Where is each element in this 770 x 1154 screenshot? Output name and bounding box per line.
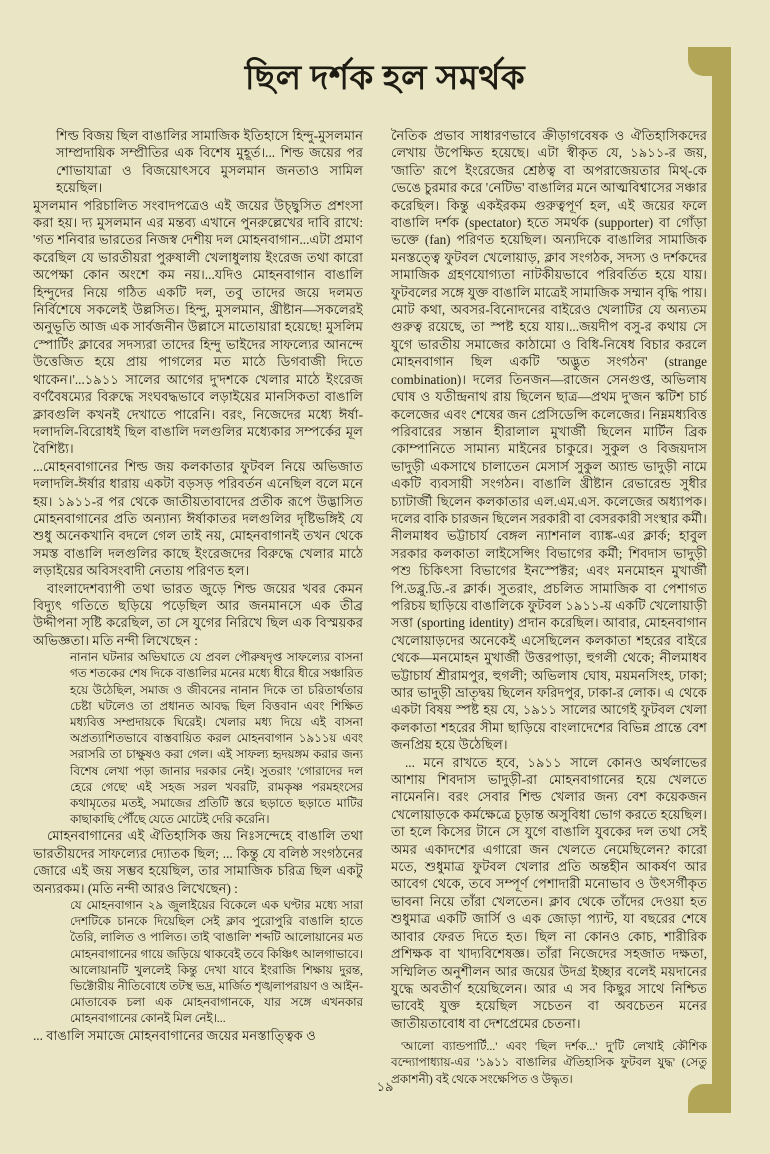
paragraph: মোহনবাগানের এই ঐতিহাসিক জয় নিঃসন্দেহে বাঙালি তথা ভারতীয়দের সাফল্যের দ্যোতক ছিল; ... কিন্তু যে বলিষ্ঠ সংগঠনের জোরে এই জয় সম্ভব হয়েছিল, তার সামাজিক চরিত্র ছিল একটু অন্যরকম। (মতি নন্দী আরও লিখেছেন) : <box>33 828 363 896</box>
paragraph: শিল্ড বিজয় ছিল বাঙালির সামাজিক ইতিহাসে হিন্দু-মুসলমান সাম্প্রদায়িক সম্প্রীতির এক বিশেষ মুহূর্ত।... শিল্ড জয়ের পর শোভাযাত্রা ও বিজয়োৎসবে মুসলমান জনতাও সামিল হয়েছিল। <box>56 128 363 196</box>
paragraph: ... মনে রাখতে হবে, ১৯১১ সালে কোনও অর্থলাভের আশায় শিবদাস ভাদুড়ী-রা মোহনবাগানের হয়ে খেলতে নামেননি। বরং সেবার শিল্ড খেলার জন্য বেশ কয়েকজন খেলোয়াড়কে কর্মক্ষেত্রে চূড়ান্ত অসুবিধা ভোগ করতে হয়েছিল। তা হলে কিসের টানে সে যুগে বাঙালি যুবকের দল তথা সেই অমর একাদশের এগারো জন খেলতে নেমেছিলেন? কারো মতে, শুধুমাত্র ফুটবল খেলার প্রতি অন্তহীন আকর্ষণ আর আবেগ থেকে, তবে সম্পূর্ণ পেশাদারী মনোভাব ও উৎসর্গীকৃত ভাবনা নিয়ে তাঁরা খেলতেন। ক্লাব থেকে তাঁদের দেওয়া হত শুধুমাত্র একটি জার্সি ও এক জোড়া প্যান্ট, যা বছরের শেষে আবার ফেরত দিতে হত। ছিল না কোনও কোচ, শারীরিক প্রশিক্ষক বা খাদ্যবিশেষজ্ঞ। তাঁরা নিজেদের সহজাত দক্ষতা, সম্মিলিত অনুশীলন আর জয়ের উদগ্র ইচ্ছার বলেই ময়দানের যুদ্ধে অবতীর্ণ হয়েছিলেন। আর এ সব কিছুর সাথে নিশ্চিত ভাবেই যুক্ত হয়েছিল সচেতন বা অবচেতন মনের জাতীয়তাবোধ বা দেশপ্রেমের চেতনা। <box>391 754 707 1031</box>
article-title: ছিল দর্শক হল সমর্থক <box>244 60 526 97</box>
paragraph: ... বাঙালি সমাজে মোহনবাগানের জয়ের মনস্তাত্ত্বিক ও <box>33 1027 316 1043</box>
paragraph: নৈতিক প্রভাব সাধারণভাবে ক্রীড়াগবেষক ও ঐতিহাসিকদের লেখায় উপেক্ষিত হয়েছে। এটা স্বীকৃত যে, ১৯১১-র জয়, 'জাতি' রূপে ইংরেজের শ্রেষ্ঠত্ব বা অপরাজেয়তার মিথ্-কে ভেঙে চুরমার করে 'নেটিভ' বাঙালির মনে আত্মবিশ্বাসের সঞ্চার করেছিল। কিন্তু একইরকম গুরুত্বপূর্ণ হল, এই জয়ের ফলে বাঙালি দর্শক (spectator) হতে সমর্থক (supporter) বা গোঁড়া ভক্তে (fan) পরিণত হয়েছিল। অন্যদিকে বাঙালির সামাজিক মনস্তত্ত্বে ফুটবল খেলোয়াড়, ক্লাব সংগঠক, সদস্য ও দর্শকদের সামাজিক গ্রহণযোগ্যতা নাটকীয়ভাবে পরিবর্তিত হয়ে যায়। ফুটবলের সঙ্গে যুক্ত বাঙালি মাত্রেই সামাজিক সম্মান বৃদ্ধি পায়। মোট কথা, অবসর-বিনোদনের বাইরেও খেলাটির যে অন্যতম গুরুত্ব রয়েছে, তা স্পষ্ট হয়ে যায়।...জয়দীপ বসু-র কথায় সে যুগে ভারতীয় সমাজের কাঠামো ও বিধি-নিষেধ বিচার করলে মোহনবাগান ছিল একটি 'অদ্ভুত সংগঠন' (strange combination)। দলের তিনজন—রাজেন সেনগুপ্ত, অভিলাষ ঘোষ ও যতীন্দ্রনাথ রায় ছিলেন ছাত্র—প্রথম দু'জন স্কটিশ চার্চ কলেজের এবং শেষের জন প্রেসিডেন্সি কলেজের। নিম্নমধ্যবিত্ত পরিবারের সন্তান হীরালাল মুখার্জী ছিলেন মার্টিন ব্রিক কোম্পানিতে সামান্য মাইনের চাকুরে। সুকুল ও বিজয়দাস ভাদুড়ী একসাথে চালাতেন মেসার্স সুকুল অ্যান্ড ভাদুড়ী নামে একটি ব্যবসায়ী সংগঠন। বাঙালি খ্রীষ্টান রেভারেন্ড সুধীর চ্যাটার্জী ছিলেন কলকাতার এল.এম.এস. কলেজের অধ্যাপক। দলের বাকি চারজন ছিলেন সরকারী বা বেসরকারী সংস্থার কর্মী। নীলমাধব ভট্টাচার্য বেঙ্গল ন্যাশনাল ব্যাঙ্ক-এর ক্লার্ক; হাবুল সরকার কলকাতা লাইসেন্সিং বিভাগের কর্মী; শিবদাস ভাদুড়ী পশু চিকিৎসা বিভাগের ইনস্পেক্টর; এবং মনমোহন মুখার্জী পি.ডব্লু.ডি.-র ক্লার্ক। সুতরাং, প্রচলিত সামাজিক বা পেশাগত পরিচয় ছাড়িয়ে বাঙালিকে ফুটবল ১৯১১-য় একটি খেলোয়াড়ী সত্তা (sporting identity) প্রদান করেছিল। আবার, মোহনবাগান খেলোয়াড়দের অনেকেই এসেছিলেন কলকাতা শহরের বাইরে থেকে—মনমোহন মুখার্জী উত্তরপাড়া, হুগলী থেকে; নীলমাধব ভট্টাচার্য শ্রীরামপুর, হুগলী; অভিলাষ ঘোষ, ময়মনসিংহ, ঢাকা; আর ভাদুড়ী ভ্রাতৃদ্বয় ছিলেন ফরিদপুর, ঢাকা-র লোক। এ থেকে একটা বিষয় স্পষ্ট হয় যে, ১৯১১ সালের আগেই ফুটবল খেলা কলকাতা শহরের সীমা ছাড়িয়ে বাংলাদেশের বিভিন্ন প্রান্তে বেশ জনপ্রিয় হয়ে উঠেছিল। <box>391 128 707 753</box>
decorative-bracket-stem <box>712 47 731 1113</box>
paragraph: মুসলমান পরিচালিত সংবাদপত্রেও এই জয়ের উচ্ছ্বসিত প্রশংসা করা হয়। দ্য মুসলমান এর মন্তব্য এখানে পুনরুল্লেখের দাবি রাখে: 'গত শনিবার ভারতের নিজস্ব দেশীয় দল মোহনবাগান...এটা প্রমাণ করেছিল যে ভারতীয়রা পুরুষালী খেলাধুলায় ইংরেজ তথা কারো অপেক্ষা কোন অংশে কম নয়।...যদিও মোহনবাগান বাঙালি হিন্দুদের নিয়ে গঠিত একটি দল, তবু তাদের জয়ে দলমত নির্বিশেষে সকলেই উল্লসিত। হিন্দু, মুসলমান, খ্রীষ্টান—সকলেরই অনুভূতি আজ এক সার্বজনীন উল্লাসে মাতোয়ারা হয়েছে! মুসলিম স্পোর্টিং ক্লাবের সদস্যরা তাদের হিন্দু ভাইদের সাফল্যের আনন্দে উত্তেজিত হয়ে প্রায় পাগলের মত মাঠে ডিগবাজী দিতে থাকেন।'...১৯১১ সালের আগের দু'দশকে খেলার মাঠে ইংরেজ বর্ণবৈষম্যের বিরুদ্ধে সংঘবদ্ধভাবে লড়াইয়ের মানসিকতা বাঙালি ক্লাবগুলি কখনই দেখাতে পারেনি। বরং, নিজেদের মধ্যে ঈর্ষা-দলাদলি-বিরোধই ছিল বাঙালি দলগুলির মধ্যেকার সম্পর্কের মূল বৈশিষ্ট্য। <box>33 197 363 457</box>
block-quote: যে মোহনবাগান ২৯ জুলাইয়ের বিকেলে এক ঘণ্টার মধ্যে সারা দেশটিকে চানকে দিয়েছিল সেই ক্লাব পুরোপুরি বাঙালি হাতে তৈরি, লালিত ও পালিত। তাই 'বাঙালি' শব্দটি আলোয়ানের মত মোহনবাগানের গায়ে জড়িয়ে থাকবেই তবে কিঞ্চিৎ আলগাভাবে। আলোয়ানটি খুললেই কিন্তু দেখা যাবে ইংরাজি শিক্ষায় দুরন্ত, ভিক্টোরীয় নীতিবোধে তটস্থ ভদ্র, মার্জিত শৃঙ্খলাপরায়ণ ও আইন-মোতাবেক চলা এক মোহনবাগানকে, যার সঙ্গে এখনকার মোহনবাগানের কোনই মিল নেই।... <box>70 898 363 1026</box>
paragraph: ...মোহনবাগানের শিল্ড জয় কলকাতার ফুটবল নিয়ে অভিজাত দলাদলি-ঈর্ষার ধারায় একটা বড়সড় পরিবর্তন এনেছিল বলে মনে হয়। ১৯১১-র পর থেকে জাতীয়তাবাদের প্রতীক রূপে উদ্ভাসিত মোহনবাগানের প্রতি অন্যান্য ঈর্ষাকাতর দলগুলির দৃষ্টিভঙ্গিই যে শুধু অনেকখানি বদলে গেল তাই নয়, মোহনবাগানই তখন থেকে সমস্ত বাঙালি দলগুলির কাছে ইংরেজদের বিরুদ্ধে খেলার মাঠে লড়াইয়ের অবিসংবাদী নেতায় পরিণত হল। <box>33 458 363 579</box>
page-number: ১৯ <box>376 1079 394 1094</box>
footnote: 'আলো ব্যান্ডপার্টি...' এবং 'ছিল দর্শক...' দু'টি লেখাই কৌশিক বন্দ্যোপাধ্যায়-এর '১৯১১ বাঙালির ঐতিহাসিক ফুটবল যুদ্ধ' (সেতু প্রকাশনী) বই থেকে সংক্ষেপিত ও উদ্ধৃত। <box>391 1039 707 1086</box>
block-quote: নানান ঘটনার অভিঘাতে যে প্রবল পৌরুষদৃপ্ত সাফল্যের বাসনা গত শতকের শেষ দিকে বাঙালির মনের মধ্যে ধীরে ধীরে সঞ্চারিত হয়ে উঠেছিল, সমাজ ও জীবনের নানান দিকে তা চরিতার্থতার চেষ্টা ঘটলেও তা প্রধানত আবদ্ধ ছিল বিত্তবান এবং শিক্ষিত মধ্যবিত্ত সম্প্রদায়কে ঘিরেই। খেলার মধ্য দিয়ে এই বাসনা অপ্রত্যাশিতভাবে বাস্তবায়িত করল মোহনবাগান ১৯১১য় এবং সরাসরি তা চাক্ষুষও করা গেল। এই সাফল্য হৃদয়ঙ্গম করার জন্য বিশেষ লেখা পড়া জানার দরকার নেই। সুতরাং 'গোরাদের দল হেরে গেছে' এই সহজ সরল খবরটি, রামকৃষ্ণ পরমহংসের কথামৃতের মতই, সমাজের প্রতিটি স্তরে ছড়াতে ছড়াতে মাটির কাছাকাছি পৌঁছে যেতে মোটেই দেরি করেনি। <box>70 650 363 827</box>
article-body <box>33 127 709 1107</box>
left-column <box>33 127 363 1107</box>
right-column <box>391 127 707 1107</box>
paragraph: বাংলাদেশব্যাপী তথা ভারত জুড়ে শিল্ড জয়ের খবর কেমন বিদ্যুৎ গতিতে ছড়িয়ে পড়েছিল আর জনমানসে এক তীব্র উদ্দীপনা সৃষ্টি করেছিল, তা সে যুগের নিরিখে ছিল এক বিস্ময়কর অভিজ্ঞতা। মতি নন্দী লিখেছেন : <box>33 580 363 648</box>
